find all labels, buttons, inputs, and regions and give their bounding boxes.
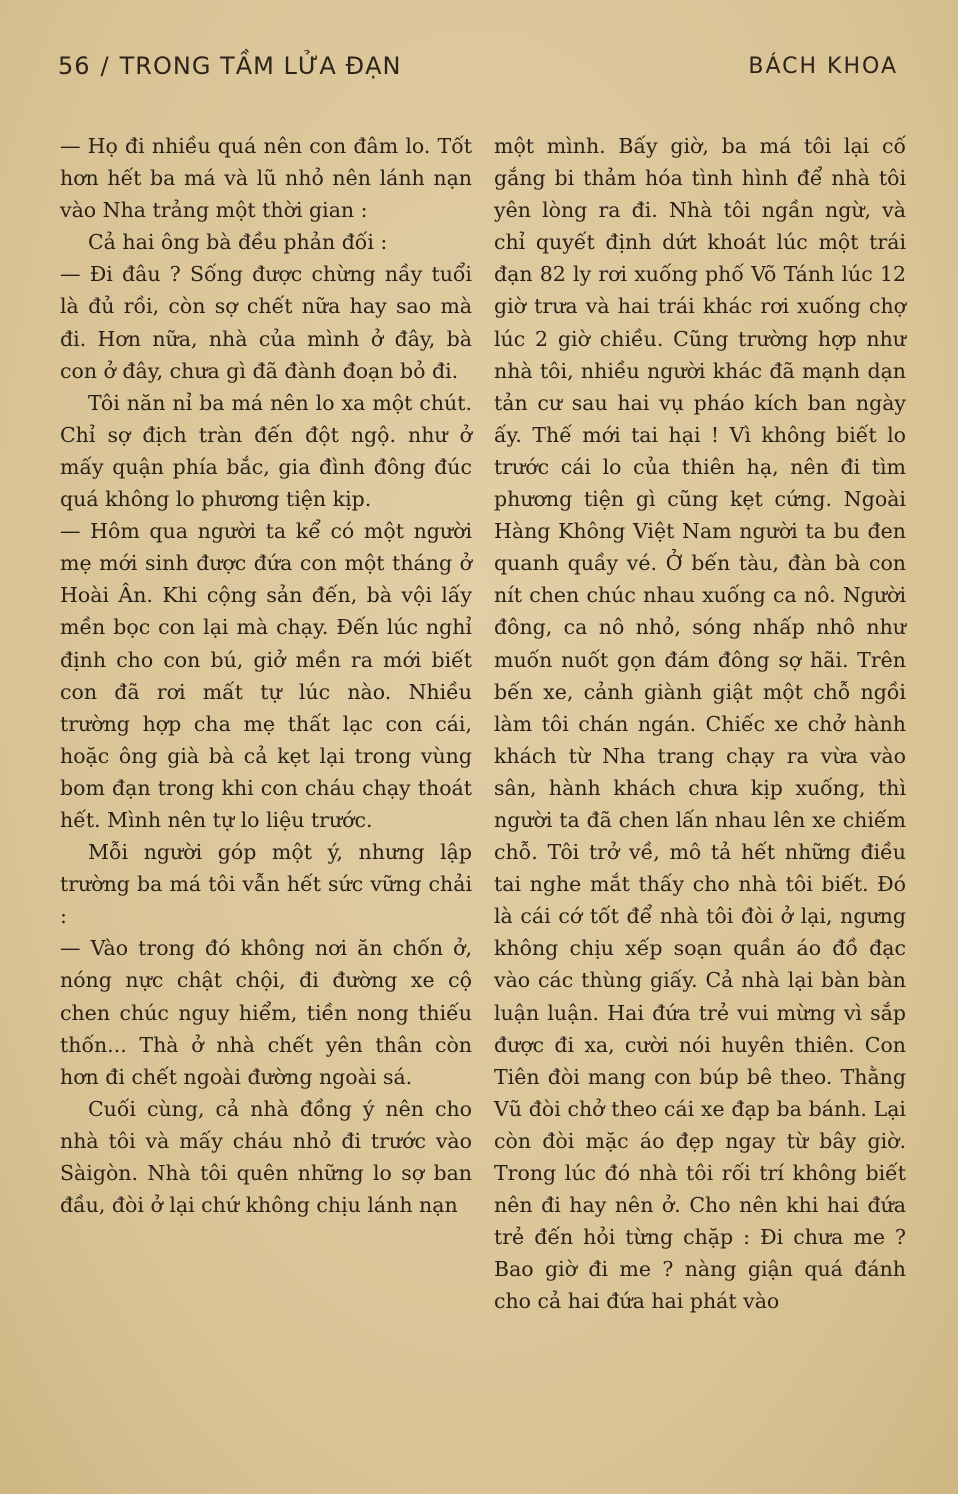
running-head bbox=[58, 52, 401, 80]
paragraph: Cả hai ông bà đều phản đối : bbox=[88, 230, 388, 255]
page-header bbox=[58, 46, 898, 86]
paragraph: — Họ đi nhiều quá nên con đâm lo. Tốt hơn hết ba má và lũ nhỏ nên lánh nạn vào Nha trảng một thời gian : bbox=[60, 134, 472, 223]
left-column bbox=[60, 130, 472, 1221]
paragraph: một mình. Bấy giờ, ba má tôi lại cố gắng bi thảm hóa tình hình để nhà tôi yên lòng ra đi. Nhà tôi ngần ngừ, và chỉ quyết định dứt khoát lúc một trái đạn 82 ly rơi xuống phố Võ Tánh lúc 12 giờ trưa và hai trái khác rơi xuống chợ lúc 2 giờ chiều. Cũng trường hợp như nhà tôi, nhiều người khác đã mạnh dạn tản cư sau hai vụ pháo kích ban ngày ấy. Thế mới tai hại ! Vì không biết lo trước cái lo của thiên hạ, nên đi tìm phương tiện gì cũng kẹt cứng. Ngoài Hàng Không Việt Nam người ta bu đen quanh quầy vé. Ở bến tàu, đàn bà con nít chen chúc nhau xuống ca nô. Người đông, ca nô nhỏ, sóng nhấp nhô như muốn nuốt gọn đám đông sợ hãi. Trên bến xe, cảnh giành giật một chỗ ngồi làm tôi chán ngán. Chiếc xe chở hành khách từ Nha trang chạy ra vừa vào sân, hành khách chưa kịp xuống, thì người ta đã chen lấn nhau lên xe chiếm chỗ. Tôi trở về, mô tả hết những điều tai nghe mắt thấy cho nhà tôi biết. Đó là cái cớ tốt để nhà tôi đòi ở lại, ngưng không chịu xếp soạn quần áo đồ đạc vào các thùng giấy. Cả nhà lại bàn bàn luận luận. Hai đứa trẻ vui mừng vì sắp được đi xa, cười nói huyên thiên. Con Tiên đòi mang con búp bê theo. Thằng Vũ đòi chở theo cái xe đạp ba bánh. Lại còn đòi mặc áo đẹp ngay từ bây giờ. Trong lúc đó nhà tôi rối trí không biết nên đi hay nên ở. Cho nên khi hai đứa trẻ đến hỏi từng chặp : Đi chưa me ? Bao giờ đi me ? nàng giận quá đánh cho cả hai đứa hai phát vào bbox=[494, 134, 906, 1314]
paragraph: — Vào trong đó không nơi ăn chốn ở, nóng nực chật chội, đi đường xe cộ chen chúc nguy hiểm, tiền nong thiếu thốn... Thà ở nhà chết yên thân còn hơn đi chết ngoài đường ngoài sá. bbox=[60, 936, 472, 1089]
paragraph: Tôi năn nỉ ba má nên lo xa một chút. Chỉ sợ địch tràn đến đột ngộ. như ở mấy quận phía bắc, gia đình đông đúc quá không lo phương tiện kịp. bbox=[60, 390, 472, 512]
paragraph: Cuối cùng, cả nhà đồng ý nên cho nhà tôi và mấy cháu nhỏ đi trước vào Sàigòn. Nhà tôi quên những lo sợ ban đầu, đòi ở lại chứ không chịu lánh nạn bbox=[60, 1096, 472, 1218]
paragraph: — Đi đâu ? Sống được chừng nầy tuổi là đủ rồi, còn sợ chết nữa hay sao mà đi. Hơn nữa, nhà của mình ở đây, bà con ở đây, chưa gì đã đành đoạn bỏ đi. bbox=[60, 262, 472, 383]
journal-name: BÁCH KHOA bbox=[748, 53, 898, 79]
page-number: 56 bbox=[58, 52, 91, 80]
paragraph: — Hôm qua người ta kể có một người mẹ mới sinh được đứa con một tháng ở Hoài Ân. Khi cộng sản đến, bà vội lấy mền bọc con lại mà chạy. Đến lúc nghỉ định cho con bú, giở mền ra mới biết con đã rơi mất tự lúc nào. Nhiều trường hợp cha mẹ thất lạc con cái, hoặc ông già bà cả kẹt lại trong vùng bom đạn trong khi con cháu chạy thoát hết. Mình nên tự lo liệu trước. bbox=[60, 519, 472, 832]
right-column bbox=[494, 130, 906, 1317]
header-separator: / bbox=[100, 52, 110, 80]
article-title: TRONG TẦM LỬA ĐẠN bbox=[119, 52, 402, 80]
paragraph: Mỗi người góp một ý, nhưng lập trường ba má tôi vẫn hết sức vững chải : bbox=[60, 840, 472, 929]
